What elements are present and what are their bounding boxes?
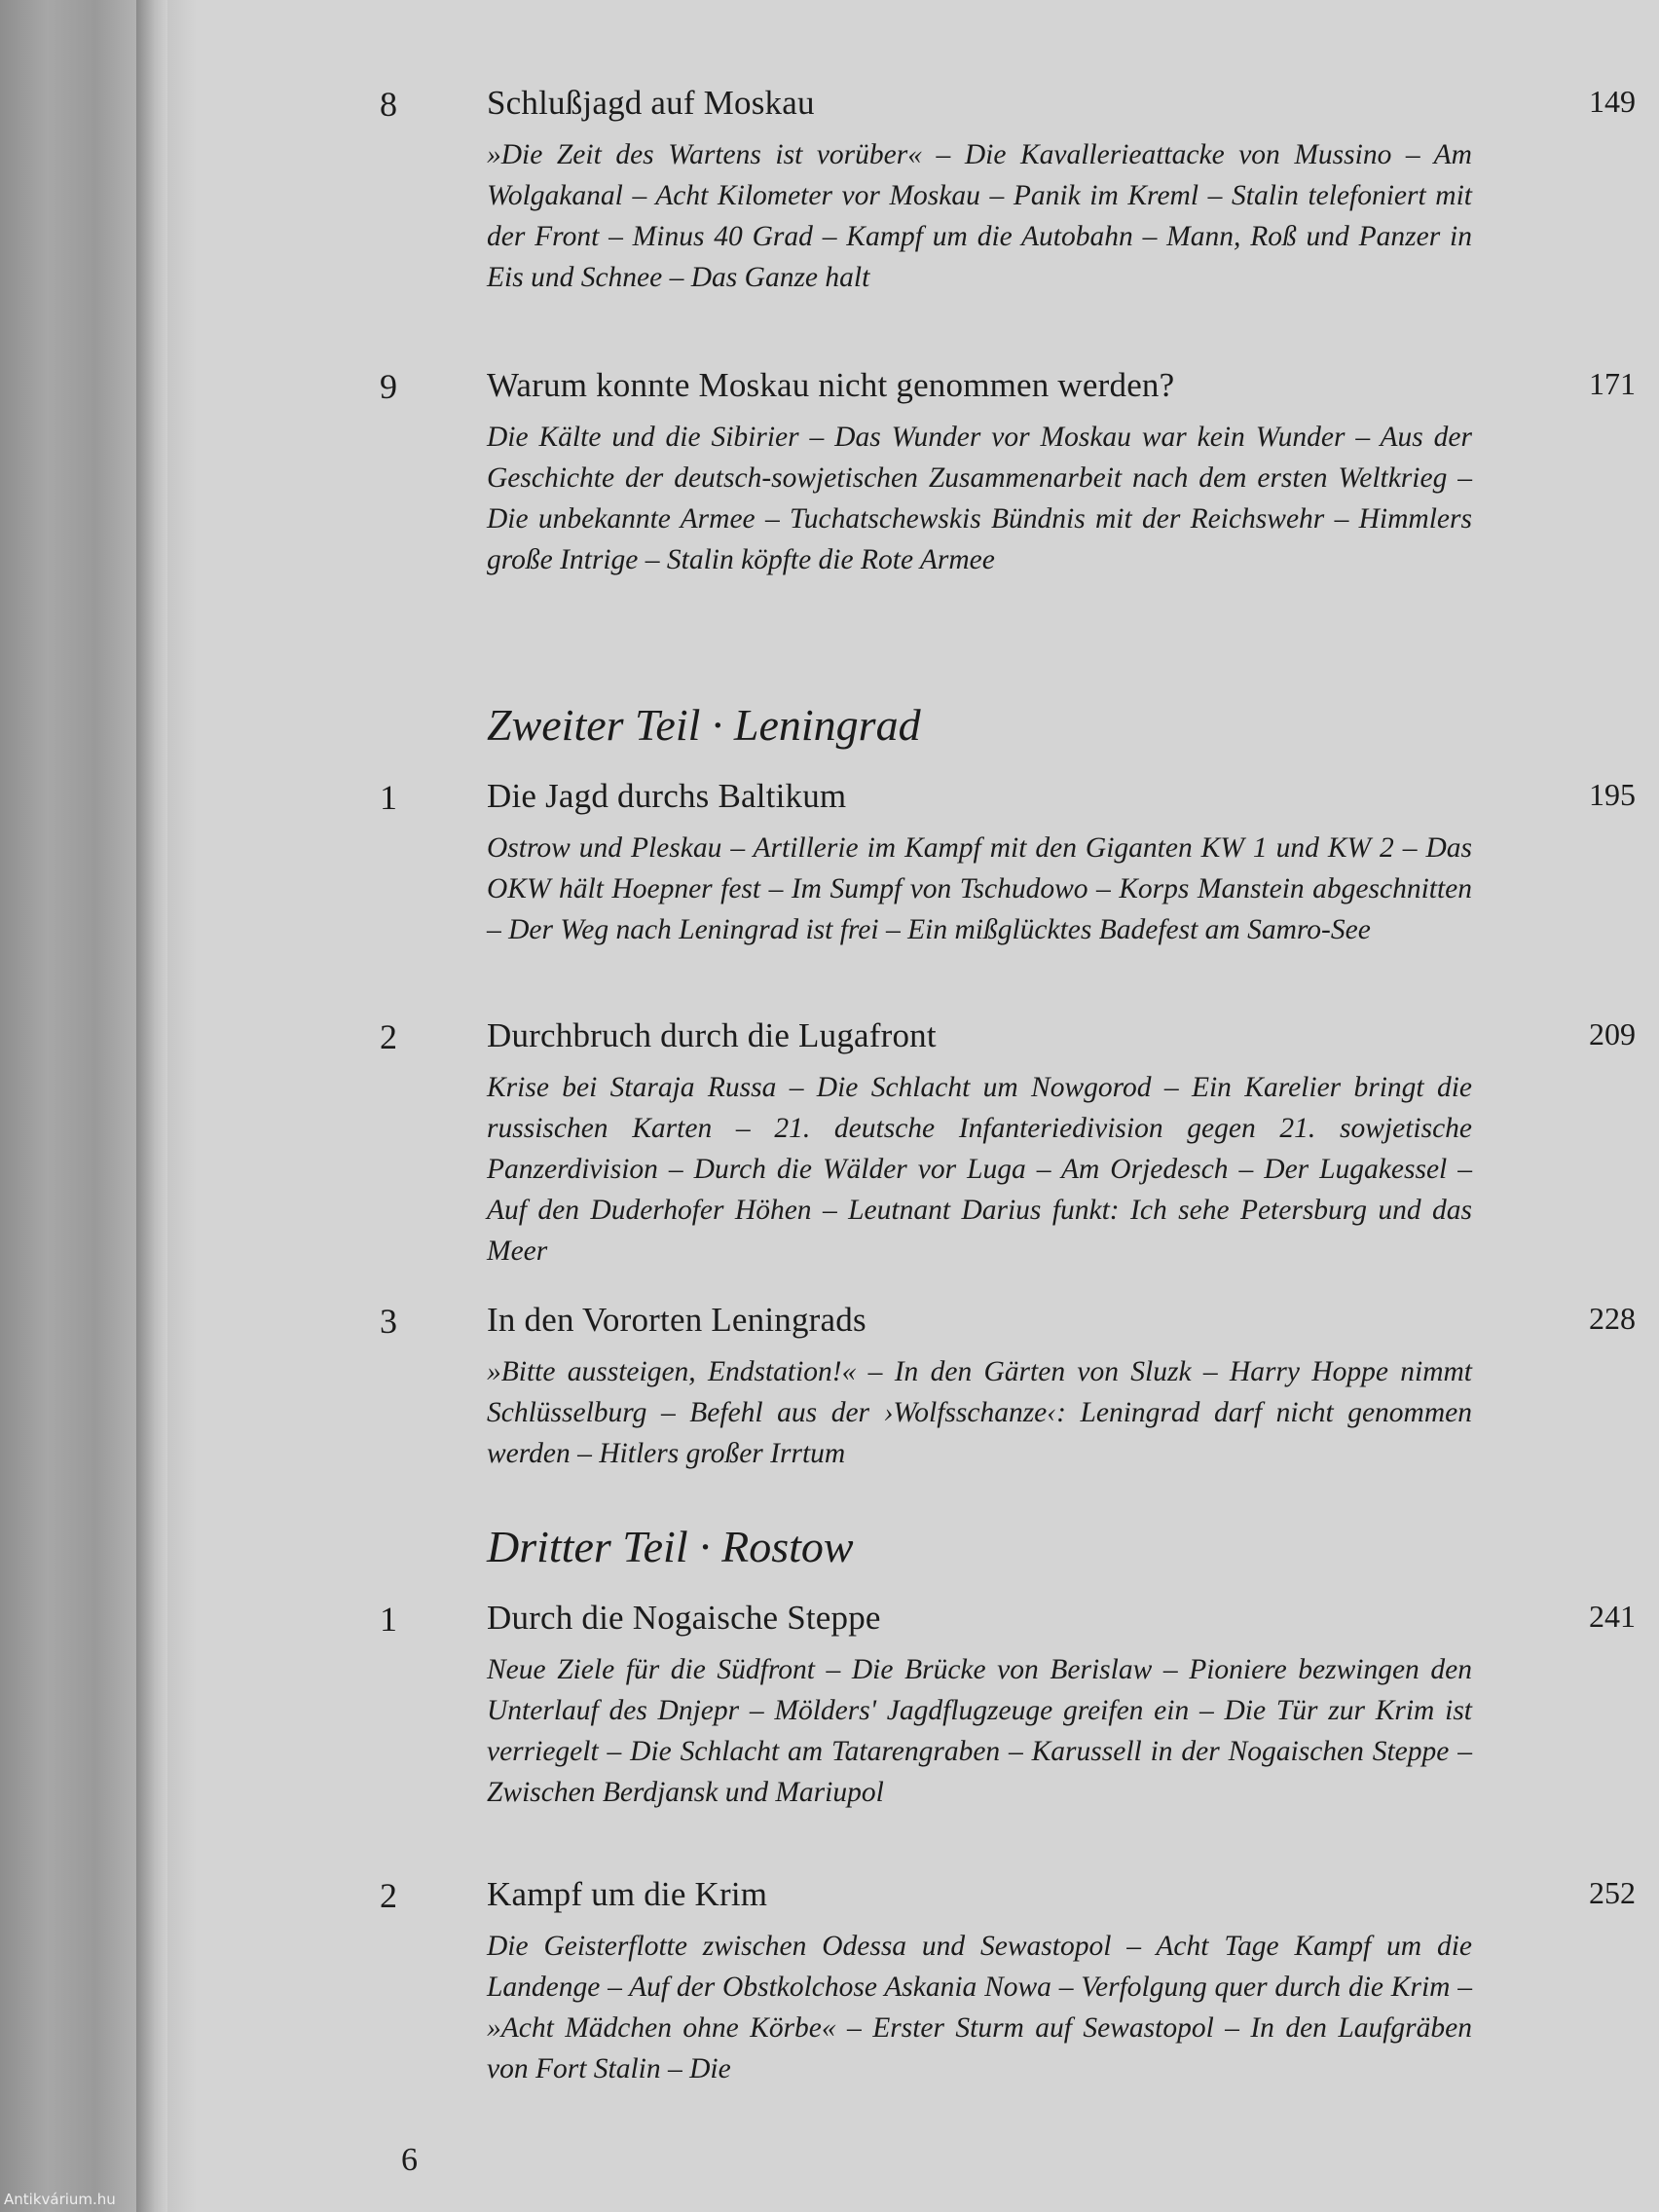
chapter-page: 228: [1589, 1301, 1636, 1336]
chapter-title: In den Vororten Leningrads: [487, 1301, 866, 1339]
part-heading: Dritter Teil · Rostow: [487, 1522, 854, 1571]
chapter-number: 3: [380, 1302, 397, 1341]
chapter-number: 8: [380, 85, 397, 124]
chapter-title: Kampf um die Krim: [487, 1875, 768, 1913]
chapter-description: Ostrow und Pleskau – Artillerie im Kampf mit den Giganten KW 1 und KW 2 – Das OKW hält Hoepner fest – Im Sumpf von Tschudowo – Korps Manstein abgeschnitten – Der Weg nach Leningrad ist frei – Ein mißglücktes Badefest am Samro-See: [487, 832, 1472, 945]
chapter-number: 2: [380, 1017, 397, 1056]
chapter-number: 2: [380, 1876, 397, 1915]
chapter-title: Warum konnte Moskau nicht genommen werden?: [487, 366, 1175, 404]
chapter-page: 195: [1589, 777, 1636, 812]
chapter-description: Die Kälte und die Sibirier – Das Wunder vor Moskau war kein Wunder – Aus der Geschichte der deutsch-sowjetischen Zusammenarbeit nach dem ersten Weltkrieg – Die unbekannte Armee – Tuchatschewskis Bündnis mit der Reichswehr – Himmlers große Intrige – Stalin köpfte die Rote Armee: [487, 422, 1472, 575]
chapter-title: Durch die Nogaische Steppe: [487, 1599, 881, 1637]
part-heading: Zweiter Teil · Leningrad: [487, 700, 921, 750]
chapter-description: Krise bei Staraja Russa – Die Schlacht um Nowgorod – Ein Karelier bringt die russischen Karten – 21. deutsche Infanteriedivision gegen 21. sowjetische Panzerdivision – Durch die Wälder vor Luga – Am Orjedesch – Der Lugakessel – Auf den Duderhofer Höhen – Leutnant Darius funkt: Ich sehe Petersburg und das Meer: [487, 1072, 1472, 1267]
chapter-description: Die Geisterflotte zwischen Odessa und Sewastopol – Acht Tage Kampf um die Landenge – Auf der Obstkolchose Askania Nowa – Verfolgung quer durch die Krim – »Acht Mädchen ohne Körbe« – Erster Sturm auf Sewastopol – In den Laufgräben von Fort Stalin – Die: [487, 1931, 1472, 2084]
watermark: Antikvárium.hu: [4, 2191, 116, 2208]
chapter-page: 252: [1589, 1875, 1636, 1910]
chapter-title: Schlußjagd auf Moskau: [487, 84, 815, 122]
page-number: 6: [401, 2142, 418, 2178]
chapter-number: 9: [380, 367, 397, 406]
chapter-description: »Bitte aussteigen, Endstation!« – In den Gärten von Sluzk – Harry Hoppe nimmt Schlüsselburg – Befehl aus der ›Wolfsschanze‹: Leningrad darf nicht genommen werden – Hitlers großer Irrtum: [487, 1356, 1472, 1469]
chapter-page: 149: [1589, 84, 1636, 119]
chapter-description: Neue Ziele für die Südfront – Die Brücke von Berislaw – Pioniere bezwingen den Unterlauf des Dnjepr – Mölders' Jagdflugzeuge greifen ein – Die Tür zur Krim ist verriegelt – Die Schlacht am Tatarengraben – Karussell in der Nogaischen Steppe – Zwischen Berdjansk und Mariupol: [487, 1654, 1472, 1808]
chapter-page: 171: [1589, 366, 1636, 401]
chapter-title: Durchbruch durch die Lugafront: [487, 1016, 937, 1054]
chapter-description: »Die Zeit des Wartens ist vorüber« – Die Kavallerieattacke von Mussino – Am Wolgakanal – Acht Kilometer vor Moskau – Panik im Kreml – Stalin telefoniert mit der Front – Minus 40 Grad – Kampf um die Autobahn – Mann, Roß und Panzer in Eis und Schnee – Das Ganze halt: [487, 139, 1472, 293]
chapter-page: 241: [1589, 1599, 1636, 1634]
chapter-number: 1: [380, 778, 397, 817]
chapter-page: 209: [1589, 1016, 1636, 1051]
chapter-number: 1: [380, 1600, 397, 1639]
chapter-title: Die Jagd durchs Baltikum: [487, 777, 847, 815]
